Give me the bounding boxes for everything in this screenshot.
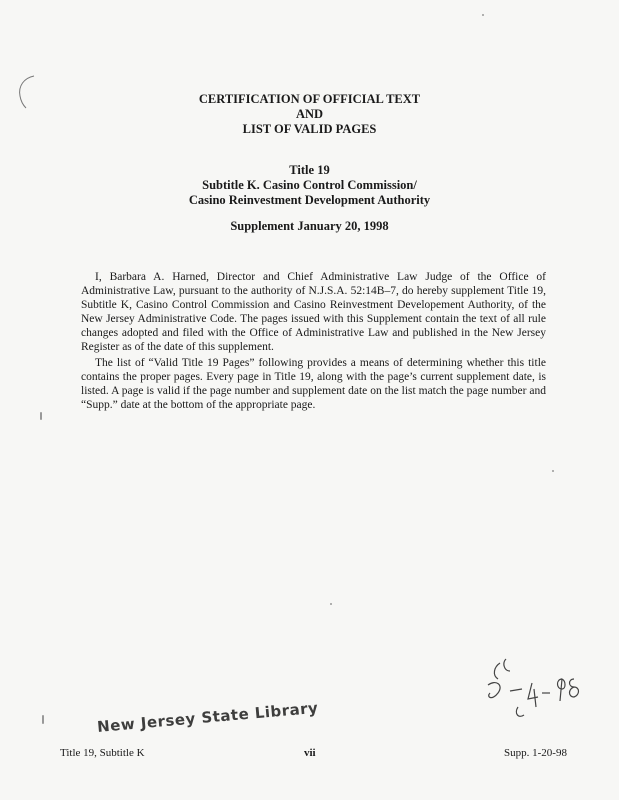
certification-paragraph: I, Barbara A. Harned, Director and Chief Administrative Law Judge of the Office of Administrative Law, pursuant to the authority of N.J.S.A. 52:14B–7, do hereby supplement Title 19, Subtitle K, Casino Control Commission and Casino Reinvestment Developement Authority, of the New Jersey Administrative Code. The pages issued with this Supplement contain the text of all rule changes adopted and filed with the Office of Administrative Law and published in the New Jersey Register as of the date of this supplement.: [81, 270, 546, 353]
handwritten-date-note: [478, 655, 588, 725]
certification-line-2: AND: [295, 107, 324, 121]
subtitle-line-1: Subtitle K. Casino Control Commission/: [202, 178, 417, 192]
scan-speck: [482, 14, 484, 16]
title-number: Title 19: [289, 163, 330, 177]
scan-speck: [330, 603, 332, 605]
supplement-date: Supplement January 20, 1998: [230, 219, 389, 233]
scan-speck: [42, 715, 44, 724]
certification-heading: [0, 92, 619, 137]
certification-line-1: CERTIFICATION OF OFFICIAL TEXT: [198, 92, 421, 106]
footer-title: Title 19, Subtitle K: [60, 747, 145, 759]
certification-line-3: LIST OF VALID PAGES: [242, 122, 377, 136]
footer-page-number: vii: [304, 747, 316, 759]
library-stamp: New Jersey State Library: [96, 698, 320, 736]
scan-speck: [40, 412, 42, 420]
title-block: [0, 163, 619, 208]
subtitle-line-2: Casino Reinvestment Development Authority: [188, 193, 431, 207]
valid-pages-paragraph: The list of “Valid Title 19 Pages” following provides a means of determining whether this title contains the proper pages. Every page in Title 19, along with the page’s current supplement date, is listed. A page is valid if the page number and supplement date on the list match the page number and “Supp.” date at the bottom of the appropriate page.: [81, 356, 546, 411]
scan-speck: [552, 470, 554, 472]
footer-supplement-date: Supp. 1-20-98: [504, 747, 567, 759]
